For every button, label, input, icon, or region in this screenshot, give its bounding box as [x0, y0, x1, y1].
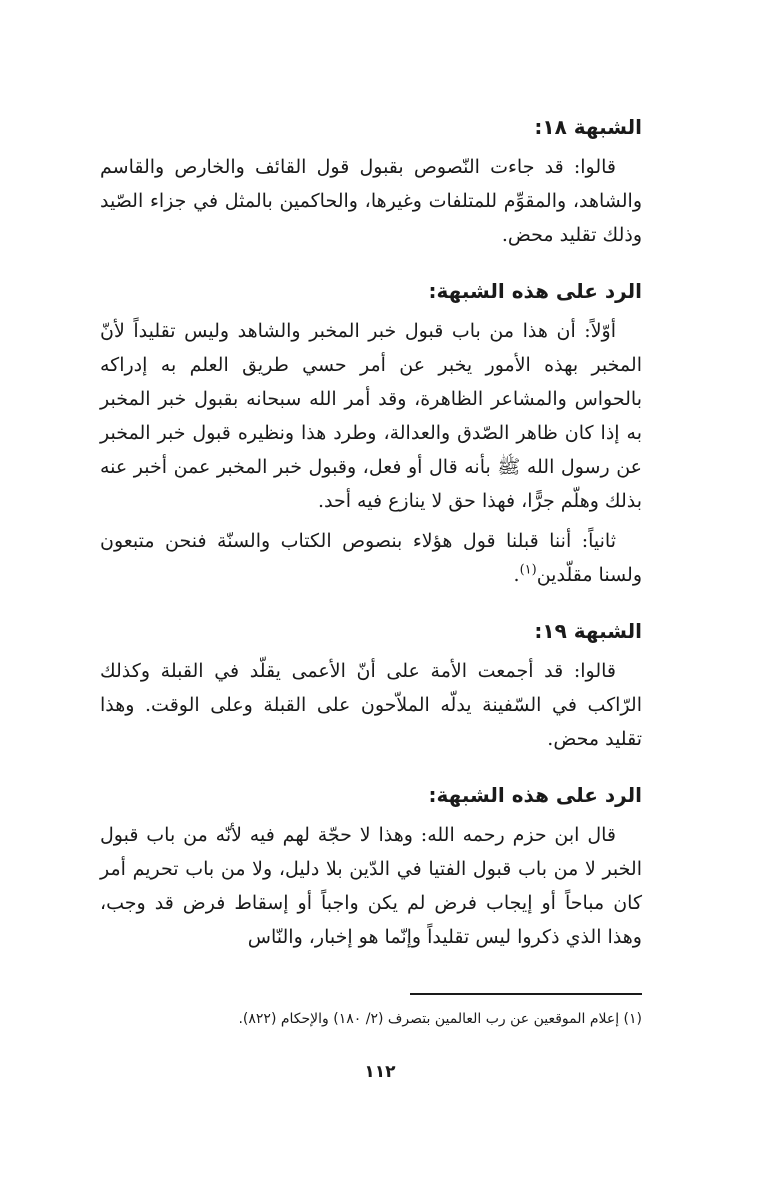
section-heading-18: الشبهة ١٨: — [534, 115, 642, 139]
page-body — [100, 110, 642, 954]
reply-heading-19: الرد على هذه الشبهة: — [428, 783, 642, 807]
reply-body-19: قال ابن حزم رحمه الله: وهذا لا حجّة لهم فيه لأنّه من باب قبول الخبر لا من باب قبول الفتيا في الدّين بلا دليل، ولا من باب تحريم أمر كان مباحاً أو إيجاب فرض لم يكن واجباً أو إسقاط فرض قد وجب، وهذا الذي ذكروا ليس تقليداً وإنّما هو إخبار، والنّاس — [100, 824, 642, 948]
section-body-19: قالوا: قد أجمعت الأمة على أنّ الأعمى يقلّد في القبلة وكذلك الرّاكب في السّفينة يدلّه الملاّحون على القبلة وعلى الوقت. وهذا تقليد محض. — [100, 660, 642, 750]
reply-second-end: . — [513, 564, 520, 586]
footnote-reference[interactable]: (١) — [519, 562, 537, 578]
reply-heading-18: الرد على هذه الشبهة: — [428, 279, 642, 303]
reply-second-point — [100, 524, 642, 592]
reply-first-point: أوّلاً: أن هذا من باب قبول خبر المخبر والشاهد وليس تقليداً لأنّ المخبر بهذه الأمور يخبر عن أمر حسي طريق العلم به إدراكه بالحواس والمشاعر الظاهرة، وقد أمر الله سبحانه بقبول خبر المخبر به إذا كان ظاهر الصّدق والعدالة، وطرد هذا ونظيره قبول خبر المخبر عن رسول الله ﷺ بأنه قال أو فعل، وقبول خبر المخبر عمن أخبر عنه بذلك وهلّم جرًّا، فهذا حق لا ينازع فيه أحد. — [100, 320, 642, 512]
page-number: ١١٢ — [364, 1062, 396, 1082]
footnote: (١) إعلام الموقعين عن رب العالمين بتصرف (٢/ ١٨٠) والإحكام (٨٢٢). — [238, 1011, 642, 1027]
section-body-18: قالوا: قد جاءت النّصوص بقبول قول القائف والخارص والقاسم والشاهد، والمقوِّم للمتلفات وغيرها، والحاكمين بالمثل في جزاء الصّيد وذلك تقليد محض. — [100, 156, 642, 246]
reply-second-text: ثانياً: أننا قبلنا قول هؤلاء بنصوص الكتاب والسنّة فنحن متبعون ولسنا مقلّدين — [100, 530, 642, 586]
footnote-divider — [410, 993, 642, 995]
section-heading-19: الشبهة ١٩: — [534, 619, 642, 643]
